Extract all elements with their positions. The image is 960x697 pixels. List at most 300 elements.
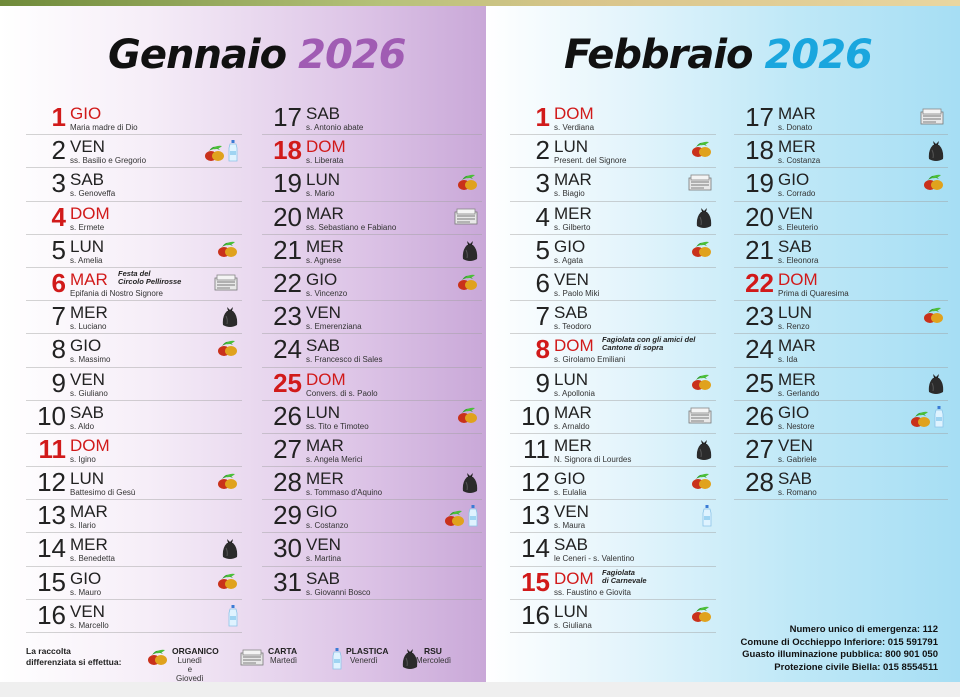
- legend-title: PLASTICA: [346, 646, 389, 656]
- weekday-label: GIO: [70, 568, 102, 588]
- day-row: [26, 533, 242, 566]
- waste-icons: [690, 605, 712, 623]
- day-row: [734, 467, 948, 500]
- weekday-label: VEN: [778, 435, 813, 455]
- organic-waste-icon: [690, 140, 712, 158]
- organic-waste-icon: [690, 373, 712, 391]
- saint-name: Maria madre di Dio: [70, 123, 138, 132]
- event-note: Festa del Circolo Pellirosse: [118, 268, 182, 286]
- day-row: [734, 401, 948, 434]
- day-row: [262, 434, 482, 467]
- saint-name: le Ceneri - s. Valentino: [554, 554, 635, 564]
- plastic-bottle-icon: [228, 605, 238, 627]
- day-row: [510, 368, 716, 401]
- day-number: 20: [745, 201, 774, 232]
- weekday-label: VEN: [554, 502, 589, 522]
- day-number: 27: [745, 433, 774, 464]
- waste-icons: [909, 406, 944, 428]
- day-row: [510, 533, 716, 566]
- waste-icons: [216, 572, 238, 590]
- contact-line: Comune di Occhieppo Inferiore: 015 591791: [740, 636, 938, 648]
- weekday-label: MER: [306, 236, 344, 256]
- day-number: 24: [273, 334, 302, 365]
- day-row: [510, 600, 716, 633]
- saint-name: s. Giuliana: [554, 620, 592, 630]
- waste-icons: [928, 373, 944, 395]
- day-row: [262, 467, 482, 500]
- saint-name: s. Martina: [306, 554, 342, 564]
- day-number: 20: [273, 201, 302, 232]
- day-number: 26: [273, 400, 302, 431]
- weekday-label: GIO: [306, 502, 338, 522]
- legend-intro: La raccolta differenziata si effettua:: [26, 646, 122, 667]
- day-row: [510, 467, 716, 500]
- february-column-2: [734, 102, 948, 500]
- day-row: [26, 401, 242, 434]
- waste-icons: [456, 173, 478, 191]
- day-number: 17: [745, 102, 774, 132]
- day-row: [510, 301, 716, 334]
- saint-name: s. Arnaldo: [554, 421, 590, 431]
- day-number: 29: [273, 500, 302, 531]
- day-row: [26, 168, 242, 201]
- weekday-label: MAR: [70, 269, 108, 289]
- day-number: 21: [273, 234, 302, 265]
- weekday-label: SAB: [70, 402, 105, 422]
- saint-name: s. Antonio abate: [306, 123, 364, 132]
- weekday-label: MER: [306, 469, 344, 489]
- day-number: 13: [521, 500, 550, 531]
- day-row: [262, 301, 482, 334]
- day-number: 22: [745, 267, 774, 298]
- day-number: 17: [273, 102, 302, 132]
- day-number: 5: [535, 234, 550, 265]
- weekday-label: VEN: [306, 303, 341, 323]
- day-row: [734, 102, 948, 135]
- february-title: [564, 32, 872, 78]
- event-note: Fagiolata di Carnevale: [602, 567, 647, 585]
- day-row: [510, 168, 716, 201]
- organic-waste-icon: [146, 648, 168, 666]
- day-number: 4: [535, 201, 550, 232]
- weekday-label: LUN: [778, 303, 813, 323]
- waste-icons: [688, 406, 712, 424]
- weekday-label: LUN: [70, 236, 105, 256]
- day-row: [510, 401, 716, 434]
- saint-name: s. Gilberto: [554, 222, 591, 232]
- legend-days: Venerdì: [350, 656, 378, 665]
- saint-name: ss. Tito e Timoteo: [306, 421, 369, 431]
- day-number: 25: [273, 367, 302, 398]
- waste-icons: [222, 306, 238, 328]
- day-number: 15: [37, 566, 66, 597]
- saint-name: s. Vincenzo: [306, 288, 348, 298]
- day-row: [510, 202, 716, 235]
- weekday-label: DOM: [554, 568, 594, 588]
- contact-line: Numero unico di emergenza: 112: [789, 624, 938, 635]
- saint-name: N. Signora di Lourdes: [554, 454, 632, 464]
- day-row: [510, 334, 716, 367]
- saint-name: s. Genoveffa: [70, 189, 116, 199]
- day-row: [26, 567, 242, 600]
- day-number: 30: [273, 533, 302, 564]
- day-number: 27: [273, 433, 302, 464]
- weekday-label: SAB: [778, 236, 813, 256]
- day-number: 11: [523, 433, 550, 464]
- saint-name: Convers. di s. Paolo: [306, 388, 378, 398]
- day-number: 28: [745, 467, 774, 498]
- day-number: 12: [521, 467, 550, 498]
- weekday-label: VEN: [70, 137, 105, 157]
- saint-name: Epifania di Nostro Signore: [70, 288, 163, 298]
- day-number: 19: [273, 168, 302, 199]
- waste-icons: [216, 472, 238, 490]
- saint-name: s. Maura: [554, 521, 586, 531]
- organic-waste-icon: [690, 240, 712, 258]
- saint-name: s. Igino: [70, 454, 96, 464]
- organic-waste-icon: [690, 472, 712, 490]
- waste-icons: [462, 240, 478, 262]
- day-number: 14: [37, 533, 66, 564]
- saint-name: Battesimo di Gesù: [70, 488, 136, 498]
- day-row: [262, 334, 482, 367]
- saint-name: ss. Faustino e Giovita: [554, 587, 631, 597]
- day-row: [26, 102, 242, 135]
- waste-icons: [456, 406, 478, 424]
- day-row: [262, 268, 482, 301]
- saint-name: s. Tommaso d'Aquino: [306, 488, 383, 498]
- day-number: 22: [273, 267, 302, 298]
- saint-name: s. Mauro: [70, 587, 102, 597]
- february-column-1: [510, 102, 716, 633]
- day-row: [734, 301, 948, 334]
- saint-name: s. Eleuterio: [778, 222, 819, 232]
- weekday-label: SAB: [306, 104, 341, 123]
- day-row: [510, 135, 716, 168]
- saint-name: s. Corrado: [778, 189, 816, 199]
- day-number: 12: [37, 467, 66, 498]
- plastic-bottle-icon: [228, 140, 238, 162]
- day-number: 8: [51, 334, 66, 365]
- day-row: [262, 168, 482, 201]
- organic-waste-icon: [216, 240, 238, 258]
- day-number: 10: [37, 400, 66, 431]
- day-row: [262, 102, 482, 135]
- weekday-label: MAR: [778, 104, 816, 123]
- day-row: [734, 168, 948, 201]
- day-row: [26, 301, 242, 334]
- organic-waste-icon: [690, 605, 712, 623]
- year-label: 2026: [764, 32, 872, 78]
- day-number: 28: [273, 467, 302, 498]
- saint-name: s. Nestore: [778, 421, 815, 431]
- paper-waste-icon: [688, 406, 712, 424]
- event-note: Fagiolata con gli amici del Cantone di sopra: [602, 335, 696, 353]
- saint-name: s. Emerenziana: [306, 322, 362, 332]
- saint-name: s. Gabriele: [778, 454, 817, 464]
- day-number: 1: [51, 102, 66, 132]
- organic-waste-icon: [216, 572, 238, 590]
- day-number: 6: [535, 267, 550, 298]
- weekday-label: SAB: [306, 336, 341, 356]
- paper-waste-icon: [920, 107, 944, 125]
- saint-name: s. Romano: [778, 488, 817, 498]
- month-name: Gennaio: [108, 32, 287, 78]
- weekday-label: DOM: [70, 435, 110, 455]
- weekday-label: MAR: [306, 435, 344, 455]
- day-number: 7: [535, 301, 550, 332]
- weekday-label: DOM: [778, 269, 818, 289]
- weekday-label: MER: [554, 203, 592, 223]
- month-name: Febbraio: [564, 32, 753, 78]
- day-row: [26, 500, 242, 533]
- day-number: 21: [745, 234, 774, 265]
- saint-name: Prima di Quaresima: [778, 288, 849, 298]
- saint-name: s. Apollonia: [554, 388, 595, 398]
- waste-icons: [222, 538, 238, 560]
- day-number: 5: [51, 234, 66, 265]
- weekday-label: LUN: [70, 469, 105, 489]
- day-row: [262, 401, 482, 434]
- waste-icons: [702, 505, 712, 527]
- saint-name: s. Donato: [778, 123, 813, 132]
- waste-icons: [443, 505, 478, 527]
- day-row: [510, 500, 716, 533]
- day-number: 10: [521, 400, 550, 431]
- weekday-label: SAB: [778, 469, 813, 489]
- weekday-label: MAR: [778, 336, 816, 356]
- saint-name: s. Girolamo Emiliani: [554, 355, 626, 365]
- day-number: 23: [273, 301, 302, 332]
- day-number: 4: [51, 201, 66, 232]
- weekday-label: MER: [70, 535, 108, 555]
- plastic-bottle-icon: [702, 505, 712, 527]
- february-page: [486, 6, 960, 682]
- weekday-label: GIO: [70, 104, 102, 123]
- weekday-label: GIO: [554, 469, 586, 489]
- weekday-label: VEN: [554, 269, 589, 289]
- weekday-label: GIO: [70, 336, 102, 356]
- trash-bag-icon: [928, 140, 944, 162]
- day-row: [262, 533, 482, 566]
- waste-icons: [216, 339, 238, 357]
- saint-name: s. Giuliano: [70, 388, 108, 398]
- legend-title: ORGANICO: [172, 646, 219, 656]
- waste-icons: [214, 273, 238, 291]
- day-row: [26, 467, 242, 500]
- day-row: [262, 500, 482, 533]
- day-number: 9: [51, 367, 66, 398]
- saint-name: s. Biagio: [554, 189, 585, 199]
- day-number: 23: [745, 301, 774, 332]
- organic-waste-icon: [216, 339, 238, 357]
- day-row: [510, 567, 716, 600]
- waste-icons: [456, 273, 478, 291]
- organic-waste-icon: [216, 472, 238, 490]
- weekday-label: MAR: [554, 402, 592, 422]
- weekday-label: GIO: [778, 170, 810, 190]
- day-number: 24: [745, 334, 774, 365]
- day-row: [26, 268, 242, 301]
- organic-waste-icon: [922, 173, 944, 191]
- day-row: [26, 434, 242, 467]
- weekday-label: VEN: [70, 601, 105, 621]
- weekday-label: LUN: [306, 402, 341, 422]
- legend-days: Mercoledì: [416, 656, 452, 665]
- trash-bag-icon: [462, 240, 478, 262]
- day-row: [734, 135, 948, 168]
- weekday-label: DOM: [306, 137, 346, 157]
- year-label: 2026: [298, 32, 406, 78]
- january-title: [108, 32, 405, 78]
- day-number: 7: [51, 301, 66, 332]
- day-number: 8: [535, 334, 550, 365]
- organic-waste-icon: [443, 509, 465, 527]
- saint-name: s. Verdiana: [554, 123, 595, 132]
- day-number: 11: [38, 433, 66, 464]
- saint-name: s. Costanzo: [306, 521, 349, 531]
- day-row: [262, 567, 482, 600]
- saint-name: s. Mario: [306, 189, 335, 199]
- day-row: [26, 135, 242, 168]
- day-row: [510, 434, 716, 467]
- day-row: [510, 235, 716, 268]
- saint-name: s. Angela Merici: [306, 454, 363, 464]
- paper-waste-icon: [454, 207, 478, 225]
- saint-name: s. Aldo: [70, 421, 95, 431]
- waste-icons: [203, 140, 238, 162]
- plastic-bottle-icon: [934, 406, 944, 428]
- waste-collection-legend: [26, 642, 486, 682]
- weekday-label: MER: [70, 303, 108, 323]
- waste-icons: [454, 207, 478, 225]
- saint-name: s. Eulalia: [554, 488, 587, 498]
- organic-waste-icon: [456, 273, 478, 291]
- weekday-label: VEN: [778, 203, 813, 223]
- saint-name: s. Marcello: [70, 620, 109, 630]
- day-number: 14: [521, 533, 550, 564]
- legend-days: Martedì: [270, 656, 298, 665]
- saint-name: s. Gerlando: [778, 388, 820, 398]
- saint-name: s. Renzo: [778, 322, 810, 332]
- day-number: 25: [745, 367, 774, 398]
- paper-waste-icon: [240, 648, 264, 666]
- trash-bag-icon: [696, 439, 712, 461]
- saint-name: s. Agata: [554, 255, 583, 265]
- trash-bag-icon: [928, 373, 944, 395]
- plastic-bottle-icon: [468, 505, 478, 527]
- day-row: [26, 235, 242, 268]
- weekday-label: LUN: [306, 170, 341, 190]
- bottom-margin: [0, 682, 960, 697]
- weekday-label: LUN: [554, 137, 589, 157]
- saint-name: s. Eleonora: [778, 255, 819, 265]
- waste-icons: [922, 306, 944, 324]
- day-number: 1: [535, 102, 550, 132]
- waste-icons: [228, 605, 238, 627]
- trash-bag-icon: [222, 306, 238, 328]
- waste-icons: [928, 140, 944, 162]
- day-number: 18: [745, 135, 774, 166]
- day-number: 31: [273, 566, 302, 597]
- day-row: [510, 102, 716, 135]
- paper-waste-icon: [688, 173, 712, 191]
- day-row: [26, 202, 242, 235]
- saint-name: s. Benedetta: [70, 554, 115, 564]
- weekday-label: VEN: [70, 369, 105, 389]
- day-row: [734, 202, 948, 235]
- weekday-label: GIO: [778, 402, 810, 422]
- saint-name: s. Giovanni Bosco: [306, 587, 371, 597]
- waste-icons: [690, 140, 712, 158]
- waste-icons: [688, 173, 712, 191]
- saint-name: s. Massimo: [70, 355, 111, 365]
- day-number: 16: [521, 599, 550, 630]
- day-row: [262, 135, 482, 168]
- day-row: [734, 434, 948, 467]
- saint-name: s. Liberata: [306, 156, 344, 166]
- weekday-label: MAR: [554, 170, 592, 190]
- saint-name: s. Francesco di Sales: [306, 355, 383, 365]
- weekday-label: SAB: [306, 568, 341, 588]
- trash-bag-icon: [222, 538, 238, 560]
- waste-icons: [696, 439, 712, 461]
- saint-name: ss. Basilio e Gregorio: [70, 156, 147, 166]
- day-number: 6: [51, 267, 66, 298]
- january-page: [0, 6, 486, 682]
- saint-name: s. Amelia: [70, 255, 103, 265]
- day-number: 2: [535, 135, 550, 166]
- saint-name: s. Ida: [778, 355, 798, 365]
- legend-days: Lunedì e Giovedì: [176, 656, 204, 682]
- day-row: [734, 235, 948, 268]
- weekday-label: LUN: [554, 601, 589, 621]
- trash-bag-icon: [696, 207, 712, 229]
- day-number: 13: [37, 500, 66, 531]
- weekday-label: MAR: [70, 502, 108, 522]
- day-number: 19: [745, 168, 774, 199]
- day-number: 18: [273, 135, 302, 166]
- day-number: 2: [51, 135, 66, 166]
- weekday-label: LUN: [554, 369, 589, 389]
- saint-name: s. Costanza: [778, 156, 821, 166]
- waste-icons: [690, 373, 712, 391]
- weekday-label: MER: [778, 137, 816, 157]
- january-column-2: [262, 102, 482, 600]
- weekday-label: MER: [778, 369, 816, 389]
- organic-waste-icon: [456, 406, 478, 424]
- saint-name: s. Ilario: [70, 521, 96, 531]
- day-row: [734, 334, 948, 367]
- weekday-label: SAB: [554, 303, 589, 323]
- day-row: [510, 268, 716, 301]
- trash-bag-icon: [462, 472, 478, 494]
- legend-title: CARTA: [268, 646, 298, 656]
- day-row: [262, 368, 482, 401]
- day-number: 9: [535, 367, 550, 398]
- waste-icons: [696, 207, 712, 229]
- saint-name: s. Luciano: [70, 322, 107, 332]
- weekday-label: VEN: [306, 535, 341, 555]
- organic-waste-icon: [456, 173, 478, 191]
- organic-waste-icon: [922, 306, 944, 324]
- day-row: [734, 268, 948, 301]
- saint-name: s. Agnese: [306, 255, 342, 265]
- legend-title: RSU: [424, 646, 442, 656]
- weekday-label: DOM: [306, 369, 346, 389]
- weekday-label: DOM: [554, 336, 594, 356]
- weekday-label: SAB: [70, 170, 105, 190]
